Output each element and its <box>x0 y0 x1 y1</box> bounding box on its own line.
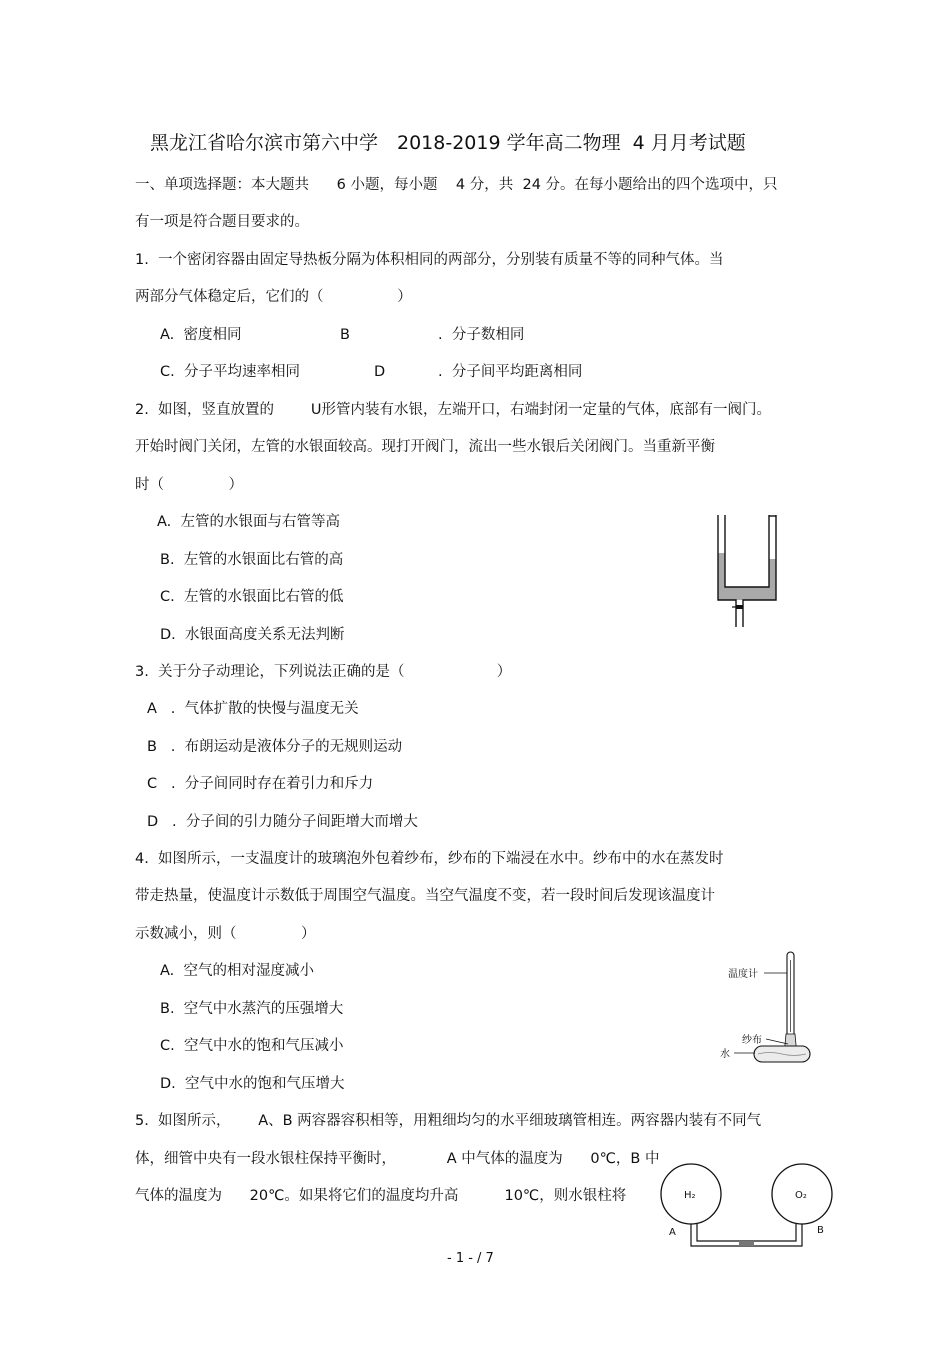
container-a-label: A <box>669 1227 676 1238</box>
q3-option-b: B . 布朗运动是液体分子的无规则运动 <box>147 739 403 755</box>
thermometer-label: 温度计 <box>728 969 758 980</box>
container-b-label: B <box>817 1225 824 1236</box>
q2-option-c: C. 左管的水银面比右管的低 <box>160 589 344 605</box>
q2-stem-line1: 2. 如图，竖直放置的 U形管内装有水银，左端开口，右端封闭一定量的气体，底部有一阀门。 <box>135 402 772 418</box>
q3-stem: 3. 关于分子动理论，下列说法正确的是（ ） <box>135 664 512 680</box>
q5-stem-line3: 气体的温度为 20℃。如果将它们的温度均升高 10℃，则水银柱将 <box>135 1188 627 1204</box>
left-gas-label: H₂ <box>684 1190 696 1201</box>
q4-stem-line3: 示数减小，则（ ） <box>135 926 316 942</box>
q2-stem-line3: 时（ ） <box>135 477 244 493</box>
q2-stem-line2: 开始时阀门关闭，左管的水银面较高。现打开阀门，流出一些水银后关闭阀门。当重新平衡 <box>135 439 715 455</box>
q1-stem-line2: 两部分气体稳定后，它们的（ ） <box>135 289 412 305</box>
q1-option-d-letter: D <box>374 364 386 380</box>
section-instructions-line1: 一、单项选择题：本大题共 6 小题，每小题 4 分，共 24 分。在每小题给出的四个选项中，只 <box>135 177 778 193</box>
water-label: 水 <box>720 1049 730 1060</box>
gauze-label: 纱布 <box>742 1035 762 1046</box>
q1-option-b-letter: B <box>340 327 350 343</box>
q2-option-d: D. 水银面高度关系无法判断 <box>160 627 345 643</box>
right-gas-label: O₂ <box>795 1190 807 1201</box>
section-instructions-line2: 有一项是符合题目要求的。 <box>135 214 309 230</box>
q3-option-d: D . 分子间的引力随分子间距增大而增大 <box>147 814 418 830</box>
q3-option-c: C . 分子间同时存在着引力和斥力 <box>147 776 374 792</box>
q4-option-b: B. 空气中水蒸汽的压强增大 <box>160 1001 344 1017</box>
page-number: - 1 - / 7 <box>447 1251 494 1266</box>
q4-option-d: D. 空气中水的饱和气压增大 <box>160 1076 345 1092</box>
q5-stem-line2: 体，细管中央有一段水银柱保持平衡时， A 中气体的温度为 0℃，B 中 <box>135 1151 660 1167</box>
q4-option-c: C. 空气中水的饱和气压减小 <box>160 1038 344 1054</box>
q1-option-a: A. 密度相同 <box>160 327 242 343</box>
u-tube-figure <box>712 515 784 631</box>
q5-stem-line1: 5. 如图所示， A、B 两容器容积相等，用粗细均匀的水平细玻璃管相连。两容器内装有不同气 <box>135 1113 762 1129</box>
thermometer-figure <box>712 948 812 1068</box>
q2-option-a: A. 左管的水银面与右管等高 <box>157 514 340 530</box>
q1-stem-line1: 1. 一个密闭容器由固定导热板分隔为体积相同的两部分，分别装有质量不等的同种气体。当 <box>135 252 724 268</box>
q1-option-c: C. 分子平均速率相同 <box>160 364 300 380</box>
q4-stem-line2: 带走热量，使温度计示数低于周围空气温度。当空气温度不变，若一段时间后发现该温度计 <box>135 888 715 904</box>
page-title: 黑龙江省哈尔滨市第六中学 2018-2019 学年高二物理 4 月月考试题 <box>150 132 746 154</box>
q2-option-b: B. 左管的水银面比右管的高 <box>160 552 344 568</box>
q1-option-d: . 分子间平均距离相同 <box>438 364 583 380</box>
q4-option-a: A. 空气的相对湿度减小 <box>160 963 314 979</box>
q3-option-a: A . 气体扩散的快慢与温度无关 <box>147 701 359 717</box>
two-container-figure <box>655 1158 840 1258</box>
q4-stem-line1: 4. 如图所示，一支温度计的玻璃泡外包着纱布，纱布的下端浸在水中。纱布中的水在蒸发时 <box>135 851 724 867</box>
q1-option-b: . 分子数相同 <box>438 327 525 343</box>
